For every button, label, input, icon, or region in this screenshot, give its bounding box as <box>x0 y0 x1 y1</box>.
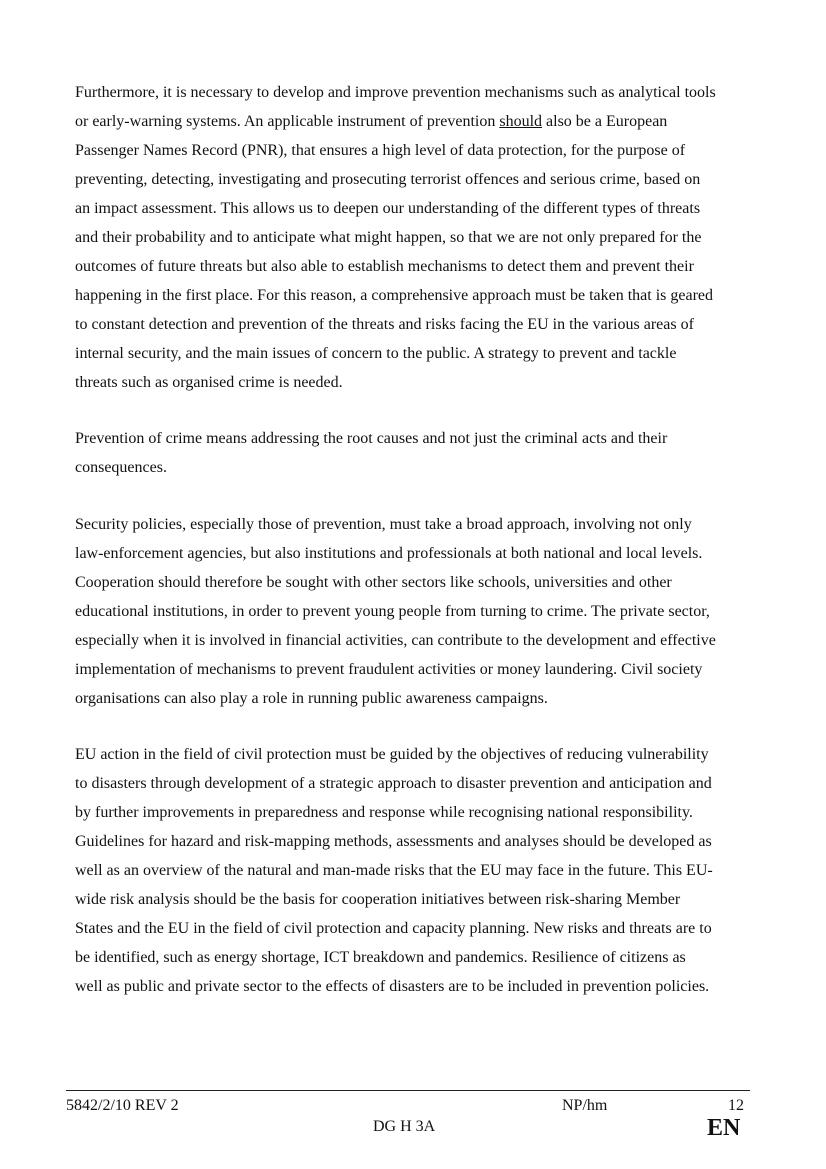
text-line: implementation of mechanisms to prevent fraudulent activities or money laundering. Civil society <box>75 661 703 678</box>
underlined-word: should <box>499 113 543 130</box>
text-line: Guidelines for hazard and risk-mapping methods, assessments and analyses should be developed as <box>75 833 712 850</box>
paragraph-civil-protection <box>75 740 755 1001</box>
document-reference: 5842/2/10 REV 2 <box>66 1097 179 1114</box>
text-line: and their probability and to anticipate what might happen, so that we are not only prepared for the <box>75 229 702 246</box>
text-line: to disasters through development of a strategic approach to disaster prevention and anticipation and <box>75 775 712 792</box>
text-line: threats such as organised crime is needed. <box>75 374 343 391</box>
author-initials: NP/hm <box>562 1097 608 1114</box>
text-line: States and the EU in the field of civil protection and capacity planning. New risks and threats are to <box>75 920 712 937</box>
text-line: law-enforcement agencies, but also institutions and professionals at both national and local levels. <box>75 545 703 562</box>
footer-divider <box>66 1090 750 1091</box>
text-line: consequences. <box>75 459 167 476</box>
text-line: wide risk analysis should be the basis for cooperation initiatives between risk-sharing Member <box>75 891 681 908</box>
text-line: to constant detection and prevention of the threats and risks facing the EU in the various areas of <box>75 316 694 333</box>
text-line: Prevention of crime means addressing the root causes and not just the criminal acts and their <box>75 430 668 447</box>
text-line: Passenger Names Record (PNR), that ensures a high level of data protection, for the purpose of <box>75 142 686 159</box>
text-line: especially when it is involved in financial activities, can contribute to the development and effective <box>75 632 716 649</box>
text-line: outcomes of future threats but also able to establish mechanisms to detect them and prevent their <box>75 258 694 275</box>
paragraph-security-policies <box>75 510 755 713</box>
text-line: EU action in the field of civil protection must be guided by the objectives of reducing vulnerability <box>75 746 709 763</box>
page-number: 12 <box>728 1097 744 1114</box>
text-line: Cooperation should therefore be sought with other sectors like schools, universities and other <box>75 574 672 591</box>
text-line: well as public and private sector to the effects of disasters are to be included in prevention policies. <box>75 978 710 995</box>
text-line: preventing, detecting, investigating and prosecuting terrorist offences and serious crime, based on <box>75 171 701 188</box>
paragraph-crime-root-causes <box>75 424 755 482</box>
text-line: by further improvements in preparedness and response while recognising national responsibility. <box>75 804 693 821</box>
paragraph-prevention-mechanisms <box>75 78 755 397</box>
directorate-code: DG H 3A <box>373 1118 436 1135</box>
text-segment: or early-warning systems. An applicable instrument of prevention <box>75 113 500 130</box>
text-line: educational institutions, in order to prevent young people from turning to crime. The private sector, <box>75 603 710 620</box>
text-segment: also be a European <box>542 113 668 130</box>
text-line <box>75 107 755 136</box>
text-line: Furthermore, it is necessary to develop and improve prevention mechanisms such as analytical tools <box>75 84 716 101</box>
text-line: Security policies, especially those of prevention, must take a broad approach, involving not only <box>75 516 692 533</box>
text-line: internal security, and the main issues of concern to the public. A strategy to prevent and tackle <box>75 345 677 362</box>
text-line: well as an overview of the natural and man-made risks that the EU may face in the future. This EU- <box>75 862 713 879</box>
text-line: organisations can also play a role in running public awareness campaigns. <box>75 690 548 707</box>
text-line: be identified, such as energy shortage, ICT breakdown and pandemics. Resilience of citizens as <box>75 949 686 966</box>
language-code: EN <box>707 1115 741 1141</box>
text-line: happening in the first place. For this reason, a comprehensive approach must be taken that is geared <box>75 287 714 304</box>
text-line: an impact assessment. This allows us to deepen our understanding of the different types of threats <box>75 200 701 217</box>
